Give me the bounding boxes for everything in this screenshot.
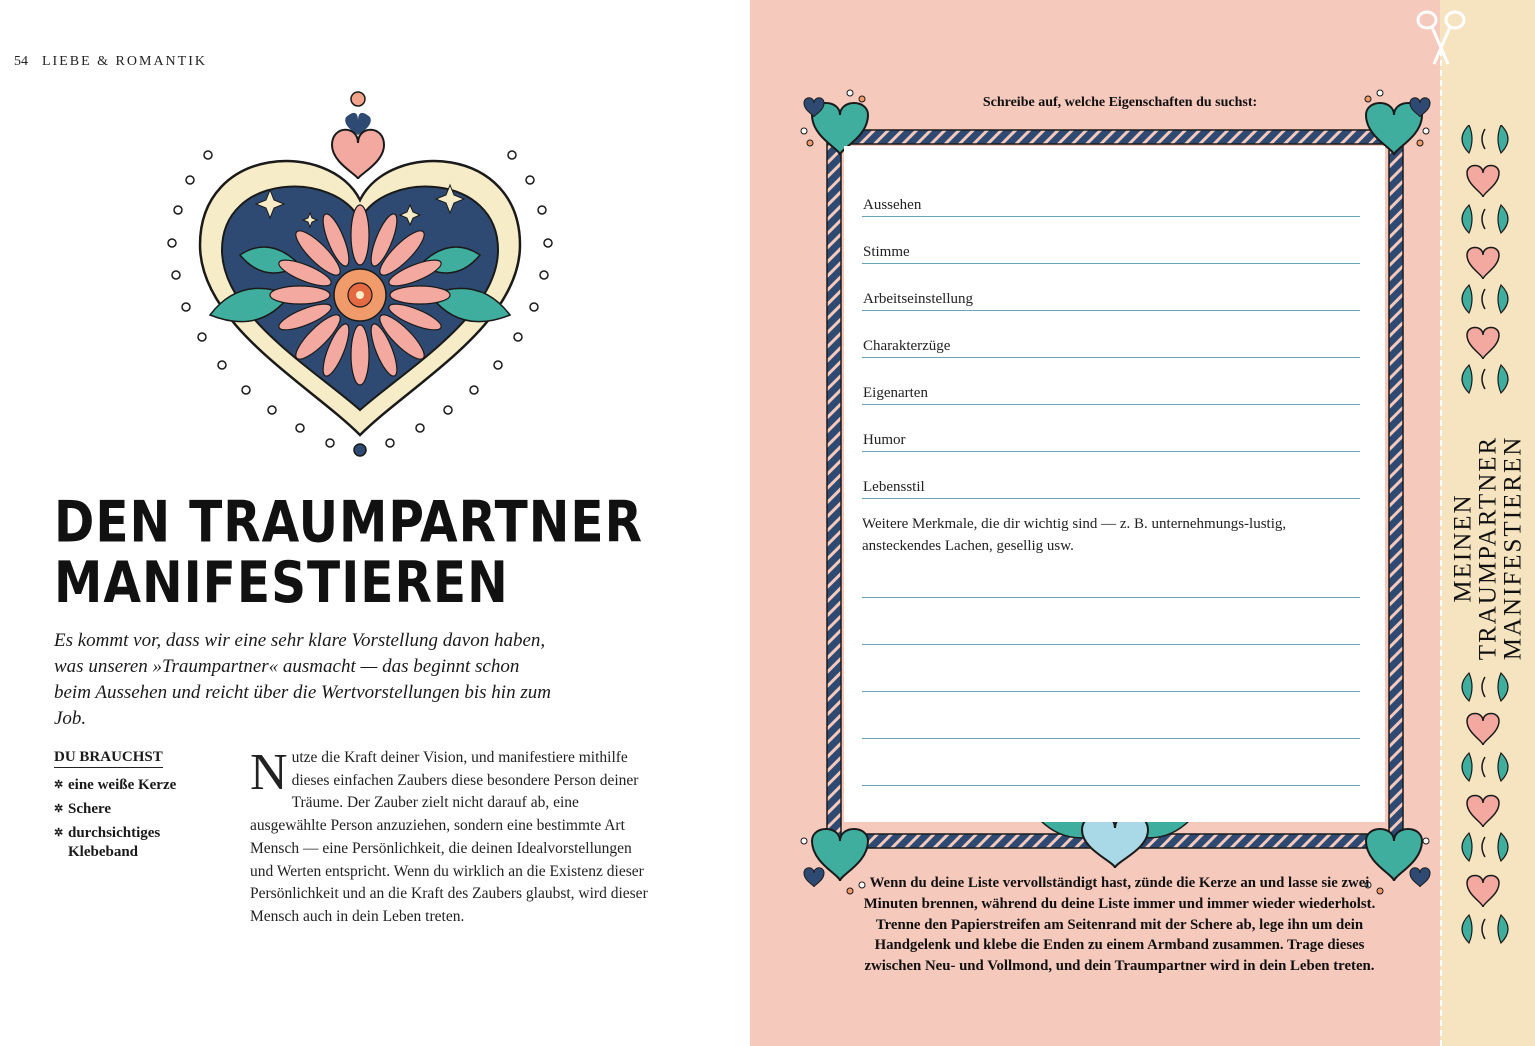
blank-writing-line[interactable]: [862, 691, 1360, 692]
closing-instructions: Wenn du deine Liste vervollständigt hast, zünde die Kerze an und lasse sie zwei Minuten brennen, während du deine Liste immer und immer wieder wiederholst. Trenne den Papierstreifen am Seitenrand mit der Schere ab, lege ihn um dein Handgelenk und klebe die Enden zu einem Armband zusammen. Trage dieses zwischen Neu- und Vollmond, und dein Traumpartner wird in dein Leben treten.: [863, 875, 1376, 975]
drop-cap: N: [250, 744, 288, 801]
scissors-icon: [1414, 8, 1468, 68]
field-eigenarten[interactable]: Eigenarten: [862, 384, 1360, 405]
page-title: [54, 488, 644, 616]
body-paragraph: [250, 744, 650, 929]
body-text: utze die Kraft deiner Vision, und manifestiere mithilfe dieses einfachen Zaubers diese besondere Person deiner Träume. Der Zauber zielt nicht darauf ab, eine ausgewählte Person anzuziehen, sondern eine bestimmte Art Mensch — eine Persönlichkeit, die deinen Idealvorstellungen und Werten entspricht. Wenn du wirklich an die Existenz dieser Persönlichkeit und an die Kraft des Zaubers glaubst, wird dieser Mensch auch in dein Leben treten.: [250, 749, 648, 925]
list-item: ✲ durchsichtiges Klebeband: [54, 825, 161, 860]
title-line-2: MANIFESTIEREN: [54, 549, 509, 616]
title-line-1: DEN TRAUMPARTNER: [54, 488, 644, 555]
blank-writing-line[interactable]: [862, 785, 1360, 786]
bullet-icon: ✲: [54, 779, 64, 791]
heart-flower-illustration: [160, 85, 560, 465]
blank-writing-line[interactable]: [862, 738, 1360, 739]
field-lebensstil[interactable]: Lebensstil: [862, 478, 1360, 499]
needs-heading: DU BRAUCHST: [54, 749, 163, 768]
page-number: 54: [14, 54, 28, 69]
left-page: [0, 0, 750, 1046]
blank-writing-line[interactable]: [862, 644, 1360, 645]
field-stimme[interactable]: Stimme: [862, 243, 1360, 264]
list-item: ✲ eine weiße Kerze: [54, 777, 177, 793]
instruction-heading: Schreibe auf, welche Eigenschaften du suchst:: [982, 95, 1258, 110]
field-aussehen[interactable]: Aussehen: [862, 196, 1360, 217]
running-head: [14, 54, 207, 70]
field-charakterzuege[interactable]: Charakterzüge: [862, 337, 1360, 358]
needs-list: [54, 776, 224, 867]
section-title: LIEBE & ROMANTIK: [42, 54, 207, 69]
list-item: ✲ Schere: [54, 801, 112, 817]
field-humor[interactable]: Humor: [862, 431, 1360, 452]
bullet-icon: ✲: [54, 803, 64, 815]
dashed-cut-line: [1440, 50, 1442, 1046]
field-arbeitseinstellung[interactable]: Arbeitseinstellung: [862, 290, 1360, 311]
blank-writing-line[interactable]: [862, 597, 1360, 598]
strip-title: MEINEN TRAUMPARTNER MANIFESTIEREN: [1449, 435, 1527, 661]
more-traits-label: Weitere Merkmale, die dir wichtig sind — z. B. unternehmungs-lustig, ansteckendes Lachen, gesellig usw.: [862, 516, 1287, 554]
bullet-icon: ✲: [54, 827, 64, 839]
intro-paragraph: Es kommt vor, dass wir eine sehr klare Vorstellung davon haben, was unseren »Traumpartner« ausmacht — das beginnt schon beim Aussehen und reicht über die Wertvorstellungen bis hin zum Job.: [54, 630, 551, 729]
